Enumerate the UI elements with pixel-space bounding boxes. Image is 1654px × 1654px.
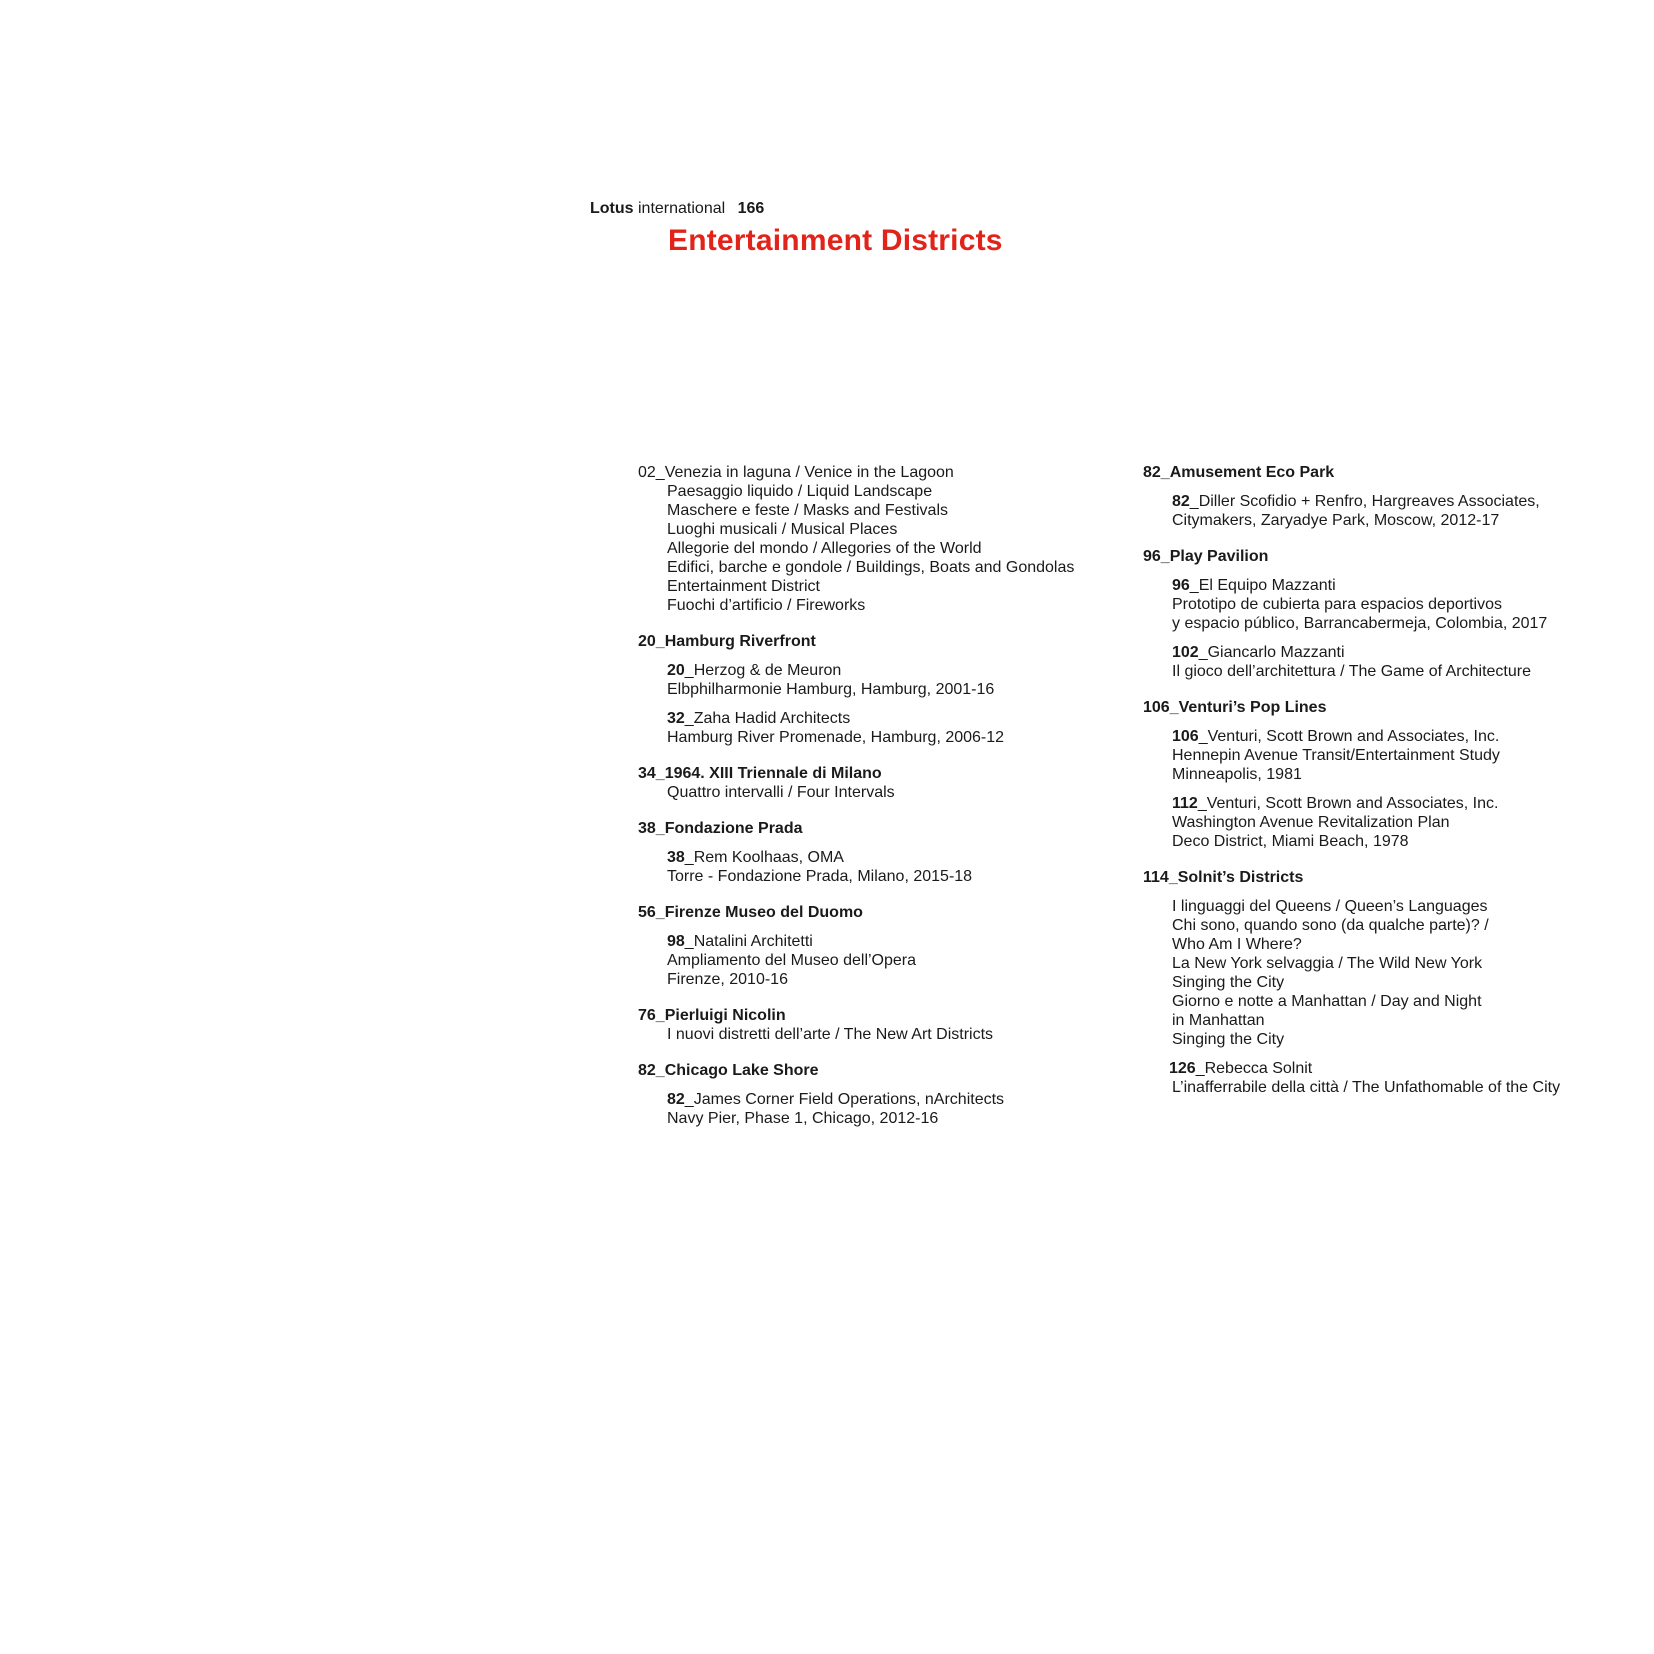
page-number: 20 (667, 662, 685, 679)
toc-line: Edifici, barche e gondole / Buildings, Boats and Gondolas (667, 559, 1075, 576)
entry-author: _Venturi, Scott Brown and Associates, Inc. (1197, 795, 1499, 812)
section-heading: 76_Pierluigi Nicolin (638, 1007, 786, 1024)
toc-entry (1143, 576, 1643, 633)
section-heading: 114_Solnit’s Districts (1143, 869, 1304, 886)
toc-entry (1143, 727, 1643, 784)
page-number: 96 (1172, 577, 1190, 594)
toc-section (638, 819, 1108, 886)
issue-number: 166 (737, 200, 765, 217)
entry-description: L’inafferrabile della città / The Unfathomable of the City (1172, 1079, 1561, 1096)
entry-description: Deco District, Miami Beach, 1978 (1172, 833, 1409, 850)
toc-entry (638, 709, 1108, 747)
toc-line: Chi sono, quando sono (da qualche parte)? / (1172, 917, 1489, 934)
entry-author: _James Corner Field Operations, nArchitects (684, 1091, 1005, 1108)
toc-section (1143, 547, 1643, 681)
entry-description: Firenze, 2010-16 (667, 971, 788, 988)
entry-description: Minneapolis, 1981 (1172, 766, 1302, 783)
section-heading: 106_Venturi’s Pop Lines (1143, 699, 1327, 716)
toc-line: Quattro intervalli / Four Intervals (667, 784, 895, 801)
section-lines (1143, 897, 1643, 1049)
page-number: 102 (1172, 644, 1199, 661)
entry-author: _Herzog & de Meuron (684, 662, 842, 679)
toc-section (638, 1061, 1108, 1128)
toc-line: Maschere e feste / Masks and Festivals (667, 502, 948, 519)
toc-entry (1143, 794, 1643, 851)
toc-entry (1143, 643, 1643, 681)
entry-description: Washington Avenue Revitalization Plan (1172, 814, 1450, 831)
toc-left-column (638, 463, 1108, 1145)
entry-description: Hennepin Avenue Transit/Entertainment Study (1172, 747, 1500, 764)
section-heading: 20_Hamburg Riverfront (638, 633, 816, 650)
page-number: 38 (667, 849, 685, 866)
page-number: 112 (1172, 795, 1198, 812)
entry-description: Elbphilharmonie Hamburg, Hamburg, 2001-16 (667, 681, 995, 698)
entry-description: Navy Pier, Phase 1, Chicago, 2012-16 (667, 1110, 939, 1127)
toc-entry (1143, 492, 1643, 530)
entry-description: y espacio público, Barrancabermeja, Colombia, 2017 (1172, 615, 1548, 632)
entry-description: Hamburg River Promenade, Hamburg, 2006-12 (667, 729, 1005, 746)
masthead (590, 200, 764, 218)
masthead-brand: Lotus (590, 200, 634, 217)
masthead-sub: international (638, 200, 726, 217)
toc-line: Paesaggio liquido / Liquid Landscape (667, 483, 933, 500)
toc-line: La New York selvaggia / The Wild New York (1172, 955, 1483, 972)
entry-description: Ampliamento del Museo dell’Opera (667, 952, 917, 969)
toc-section (638, 1006, 1108, 1044)
toc-entry (638, 661, 1108, 699)
toc-section (638, 903, 1108, 989)
page-number: 126 (1169, 1060, 1196, 1077)
entry-description: Il gioco dell’architettura / The Game of Architecture (1172, 663, 1531, 680)
toc-section (1143, 463, 1643, 530)
page-number: 98 (667, 933, 685, 950)
entry-author: _Diller Scofidio + Renfro, Hargreaves Associates, (1189, 493, 1540, 510)
toc-entry (638, 932, 1108, 989)
entry-author: _Natalini Architetti (684, 933, 813, 950)
entry-author: _Zaha Hadid Architects (684, 710, 851, 727)
entry-description: Torre - Fondazione Prada, Milano, 2015-18 (667, 868, 973, 885)
page-number: 82 (667, 1091, 685, 1108)
toc-section (638, 632, 1108, 747)
entry-author: _Rebecca Solnit (1195, 1060, 1313, 1077)
toc-line: Singing the City (1172, 974, 1285, 991)
toc-line: I linguaggi del Queens / Queen’s Languages (1172, 898, 1488, 915)
page-number: 32 (667, 710, 685, 727)
entry-description: Citymakers, Zaryadye Park, Moscow, 2012-17 (1172, 512, 1500, 529)
toc-line: Fuochi d’artificio / Fireworks (667, 597, 866, 614)
toc-right-column (1143, 463, 1643, 1114)
toc-line: Allegorie del mondo / Allegories of the World (667, 540, 982, 557)
section-heading: 02_Venezia in laguna / Venice in the Lagoon (638, 464, 954, 481)
section-lines (638, 482, 1108, 615)
page-number: 82 (1172, 493, 1190, 510)
toc-section (1143, 698, 1643, 851)
toc-line: Giorno e notte a Manhattan / Day and Night (1172, 993, 1482, 1010)
section-heading: 56_Firenze Museo del Duomo (638, 904, 863, 921)
section-heading: 82_Chicago Lake Shore (638, 1062, 819, 1079)
page-number: 106 (1172, 728, 1199, 745)
toc-line: Luoghi musicali / Musical Places (667, 521, 898, 538)
toc-line: in Manhattan (1172, 1012, 1265, 1029)
section-heading: 34_1964. XIII Triennale di Milano (638, 765, 882, 782)
entry-author: _El Equipo Mazzanti (1189, 577, 1336, 594)
toc-line: Who Am I Where? (1172, 936, 1302, 953)
entry-author: _Venturi, Scott Brown and Associates, Inc. (1198, 728, 1500, 745)
toc-section (1143, 868, 1643, 1097)
entry-author: _Rem Koolhaas, OMA (684, 849, 844, 866)
toc-line: Entertainment District (667, 578, 820, 595)
section-heading: 96_Play Pavilion (1143, 548, 1269, 565)
section-heading: 38_Fondazione Prada (638, 820, 803, 837)
toc-line: I nuovi distretti dell’arte / The New Art Districts (667, 1026, 994, 1043)
toc-section (638, 463, 1108, 615)
toc-entry (1143, 1059, 1643, 1097)
entry-author: _Giancarlo Mazzanti (1198, 644, 1345, 661)
page-title: Entertainment Districts (668, 224, 1003, 257)
toc-section (638, 764, 1108, 802)
toc-entry (638, 1090, 1108, 1128)
toc-entry (638, 848, 1108, 886)
entry-description: Prototipo de cubierta para espacios deportivos (1172, 596, 1502, 613)
section-heading: 82_Amusement Eco Park (1143, 464, 1335, 481)
toc-line: Singing the City (1172, 1031, 1285, 1048)
